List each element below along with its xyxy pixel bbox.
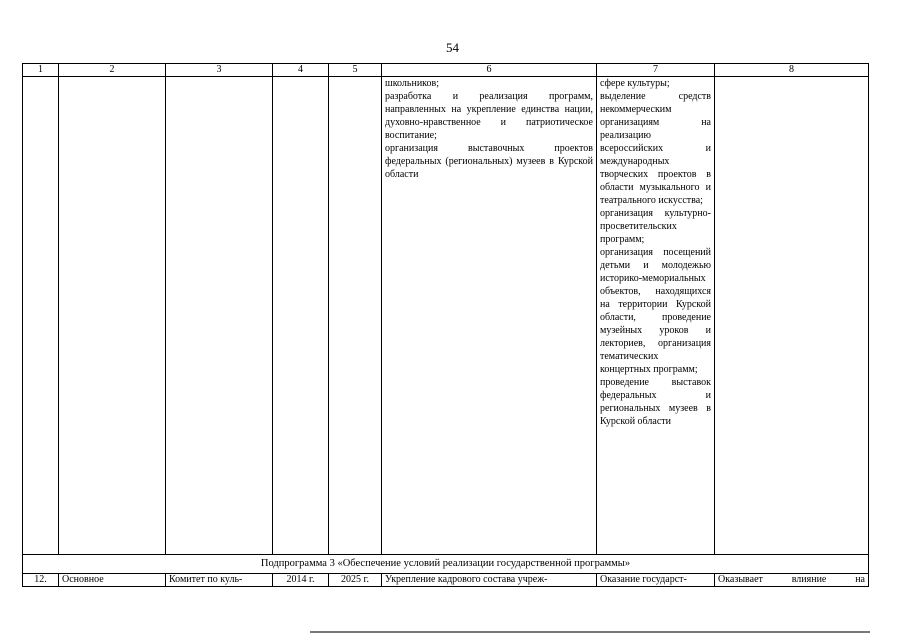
main-directions: Оказание государст- [597, 574, 715, 587]
start-year: 2014 г. [273, 574, 329, 587]
header-cell: 2 [59, 64, 166, 77]
text-paragraph: сфере культуры; [600, 78, 670, 89]
program-table [22, 63, 869, 587]
end-year: 2025 г. [329, 574, 382, 587]
header-cell: 6 [382, 64, 597, 77]
subprogram-title: Подпрограмма 3 «Обеспечение условий реализации государственной программы» [23, 555, 869, 574]
responsible-executor: Комитет по куль- [166, 574, 273, 587]
text-paragraph: школьников; [385, 78, 440, 89]
cell-empty [273, 77, 329, 555]
cell-empty [23, 77, 59, 555]
text-paragraph: разработка и реализация программ, направленных на укрепление единства нации, духовно-нравственное и патриотическое воспитание; [385, 91, 593, 141]
cell-empty [329, 77, 382, 555]
continued-row [23, 77, 869, 555]
header-cell: 5 [329, 64, 382, 77]
header-cell: 3 [166, 64, 273, 77]
text-paragraph: организация культурно-просветительских программ; [600, 208, 711, 245]
header-cell: 7 [597, 64, 715, 77]
subprogram-row [23, 555, 869, 574]
cell-empty [166, 77, 273, 555]
text-paragraph: организация посещений детьми и молодежью историко-мемориальных объектов, находящихся на территории Курской области, проведение музейных уроков и лекториев, организация тематических концертных программ; [600, 247, 711, 375]
expected-result: Укрепление кадрового состава учреж- [382, 574, 597, 587]
row-number: 12. [23, 574, 59, 587]
cell-empty [715, 77, 869, 555]
page-number: 54 [446, 40, 459, 55]
activities-cell [597, 77, 715, 555]
header-row [23, 64, 869, 77]
header-cell: 1 [23, 64, 59, 77]
relation-indicators: Оказывает влияние на [715, 574, 869, 587]
header-cell: 4 [273, 64, 329, 77]
scan-edge-line [310, 631, 870, 633]
expected-results-cell [382, 77, 597, 555]
text-paragraph: проведение выставок федеральных и региональных музеев в Курской области [600, 377, 711, 427]
measure-name: Основное [59, 574, 166, 587]
text-paragraph: выделение средств некоммерческим организациям на реализацию всероссийских и международных творческих проектов в области музыкального и театрального искусства; [600, 91, 711, 206]
cell-empty [59, 77, 166, 555]
header-cell: 8 [715, 64, 869, 77]
table-row [23, 574, 869, 587]
text-paragraph: организация выставочных проектов федеральных (региональных) музеев в Курской области [385, 143, 593, 180]
